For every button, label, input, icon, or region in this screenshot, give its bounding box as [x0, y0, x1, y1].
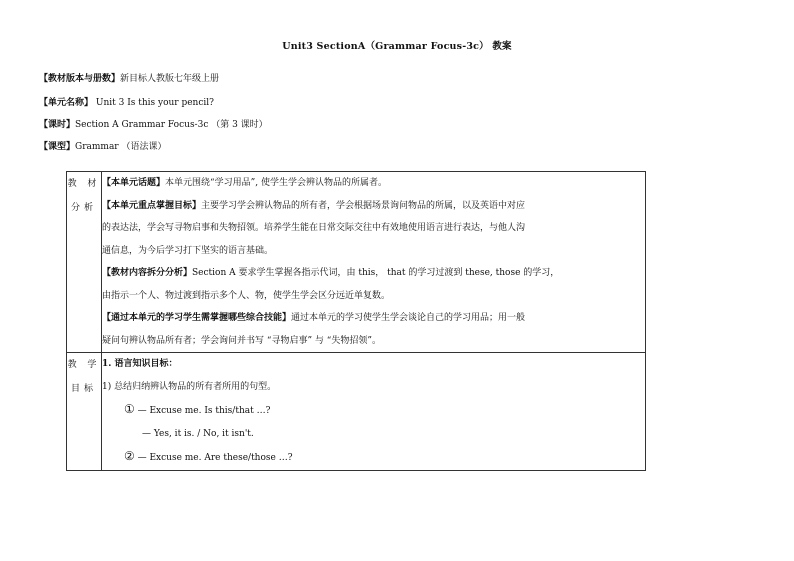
meta-label: 【单元名称】: [39, 98, 94, 108]
paragraph-text: 本单元围绕“学习用品”, 使学生学会辨认物品的所属者。: [165, 178, 387, 188]
paragraph-text: 主要学习学会辨认物品的所有者，学会根据场景询问物品的所属，以及英语中对应: [201, 200, 526, 211]
paragraph-label: 【本单元话题】: [102, 178, 166, 188]
row-label-teaching-goals: [67, 353, 102, 471]
meta-label: 【课时】: [39, 120, 76, 130]
content-analysis-paragraph-line-2: 由指示一个人、物过渡到指示多个人、物，使学生学会区分远近单复数。: [102, 290, 391, 301]
meta-value: Unit 3 Is this your pencil?: [93, 98, 214, 108]
goal-item-1: 1) 总结归纳辨认物品的所有者所用的句型。: [102, 381, 277, 392]
row-label-line: 目标: [70, 384, 97, 394]
paragraph-label: 【通过本单元的学习学生需掌握哪些综合技能】: [102, 313, 292, 323]
paragraph-text: 通过本单元的学习使学生学会谈论自己的学习用品；用一般: [291, 313, 526, 323]
example-question-2: [102, 445, 645, 470]
skills-paragraph-line-2: 疑问句辨认物品所有者；学会询问并书写 “寻物启事” 与 “失物招领”。: [102, 335, 381, 346]
meta-lesson-period: [39, 117, 268, 130]
paragraph-label: 【本单元重点掌握目标】: [102, 200, 202, 211]
circled-number-1: ①: [124, 402, 135, 416]
meta-label: 【教材版本与册数】: [39, 74, 121, 84]
meta-lesson-type: [39, 139, 166, 152]
row-label-line: 分析: [70, 203, 97, 213]
example-text: — Excuse me. Are these/those …?: [134, 453, 293, 463]
row-label-line: 教 学: [67, 360, 101, 370]
language-knowledge-heading: 1. 语言知识目标：: [102, 359, 178, 369]
meta-textbook-edition: [39, 71, 219, 84]
circled-number-2: ②: [124, 449, 135, 463]
lesson-plan-table: [66, 171, 646, 471]
content-analysis-paragraph-line-1: [102, 262, 645, 285]
key-goals-paragraph-line-1: [102, 195, 645, 218]
page-title: Unit3 SectionA（Grammar Focus-3c） 教案: [282, 41, 512, 52]
row-label-line: 教 材: [67, 179, 101, 189]
paragraph-text: Section A 要求学生掌握各指示代词，由 this， that 的学习过渡到 these, those 的学习，: [192, 268, 560, 278]
meta-value: Section A Grammar Focus-3c （第 3 课时）: [75, 120, 268, 130]
key-goals-paragraph-line-2: 的表达法，学会写寻物启事和失物招领。培养学生能在日常交际交往中有效地使用语言进行表达，与他人沟: [102, 223, 526, 233]
meta-value: Grammar （语法课）: [75, 142, 167, 152]
meta-unit-name: [39, 95, 214, 108]
teaching-goals-content: [102, 353, 646, 471]
meta-value: 新目标人教版七年级上册: [120, 74, 220, 84]
example-answer-1: — Yes, it is. / No, it isn't.: [142, 428, 254, 439]
textbook-analysis-content: [102, 172, 646, 353]
example-question-1: [102, 398, 645, 423]
example-text: — Excuse me. Is this/that …?: [134, 406, 271, 416]
table-row-teaching-goals: [67, 353, 646, 471]
unit-topic-paragraph: [102, 172, 645, 195]
skills-paragraph-line-1: [102, 307, 645, 330]
row-label-textbook-analysis: [67, 172, 102, 353]
key-goals-paragraph-line-3: 通信息，为今后学习打下坚实的语言基础。: [102, 245, 274, 256]
table-row-textbook-analysis: [67, 172, 646, 353]
meta-label: 【课型】: [39, 142, 76, 152]
paragraph-label: 【教材内容拆分分析】: [102, 268, 193, 278]
